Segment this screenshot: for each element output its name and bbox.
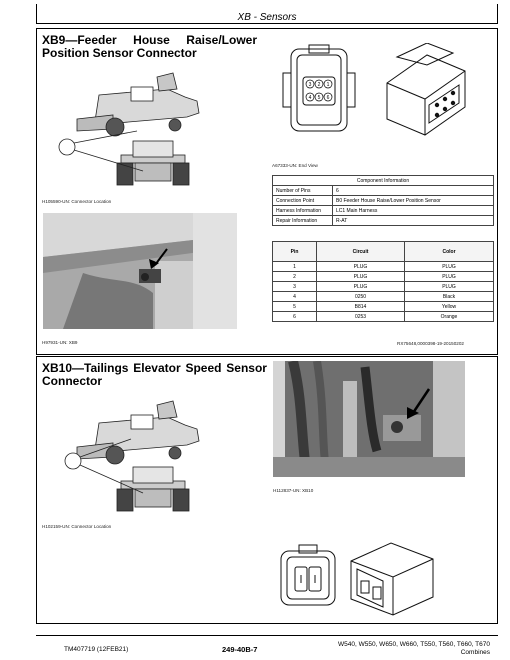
footer-model-list: W540, W550, W650, W660, T550, T560, T660, T670 bbox=[338, 641, 490, 648]
info-value: R-AT bbox=[333, 216, 494, 226]
circuit-cell: 0253 bbox=[317, 312, 405, 322]
xb10-section bbox=[36, 356, 498, 624]
xb9-endview-caption: A67333-UN: End View bbox=[272, 163, 318, 168]
xb9-title bbox=[42, 34, 257, 60]
xb9-connector-endview bbox=[279, 43, 359, 143]
color-cell: PLUG bbox=[405, 282, 494, 292]
xb9-title-line2: Position Sensor Connector bbox=[42, 46, 197, 60]
color-cell: PLUG bbox=[405, 262, 494, 272]
table-row bbox=[273, 292, 494, 302]
pin-cell: 1 bbox=[273, 262, 317, 272]
header-box bbox=[36, 4, 498, 24]
xb9-photo-caption: H97931-UN: XB9 bbox=[42, 340, 78, 345]
col-header-pin: Pin bbox=[273, 242, 317, 262]
endview-pin-label: 3 bbox=[308, 82, 312, 88]
xb9-connector-iso bbox=[367, 43, 477, 143]
pin-cell: 2 bbox=[273, 272, 317, 282]
footer-models bbox=[300, 641, 490, 657]
xb9-section bbox=[36, 28, 498, 355]
xb9-photo bbox=[43, 213, 237, 329]
color-cell: Yellow bbox=[405, 302, 494, 312]
table-row bbox=[273, 312, 494, 322]
endview-pin-label: 2 bbox=[317, 82, 321, 88]
endview-pin-label: 6 bbox=[326, 95, 330, 101]
xb10-title-line1: XB10—Tailings Elevator Speed Sensor bbox=[42, 361, 267, 375]
circuit-cell: PLUG bbox=[317, 272, 405, 282]
pin-cell: 6 bbox=[273, 312, 317, 322]
circuit-cell: B814 bbox=[317, 302, 405, 312]
xb10-connector-endview bbox=[275, 543, 341, 611]
xb9-location-caption: H105590-UN: Connector Location bbox=[42, 199, 112, 204]
endview-pin-label: 4 bbox=[308, 95, 312, 101]
component-info-header: Component Information bbox=[273, 176, 494, 186]
xb10-title bbox=[42, 362, 267, 388]
pin-cell: 4 bbox=[273, 292, 317, 302]
circuit-cell: 0250 bbox=[317, 292, 405, 302]
col-header-color: Color bbox=[405, 242, 494, 262]
endview-pin-label: 5 bbox=[317, 95, 321, 101]
table-row bbox=[273, 206, 494, 216]
table-row bbox=[273, 272, 494, 282]
pin-circuit-table bbox=[272, 241, 494, 322]
color-cell: PLUG bbox=[405, 272, 494, 282]
pin-cell: 5 bbox=[273, 302, 317, 312]
footer-doc-id: TM407719 (12FEB21) bbox=[64, 646, 129, 653]
table-row bbox=[273, 186, 494, 196]
circuit-cell: PLUG bbox=[317, 262, 405, 272]
component-info-table bbox=[272, 175, 494, 226]
info-label: Repair Information bbox=[273, 216, 333, 226]
footer-rule bbox=[36, 635, 498, 636]
table-row bbox=[273, 302, 494, 312]
info-value: 6 bbox=[333, 186, 494, 196]
endview-pin-label: 1 bbox=[326, 82, 330, 88]
xb10-photo-art bbox=[273, 361, 465, 477]
xb10-photo-caption: H112837-UN: XB10 bbox=[273, 488, 314, 493]
xb9-location-drawing bbox=[47, 67, 217, 195]
color-cell: Orange bbox=[405, 312, 494, 322]
xb9-title-line1: XB9—Feeder House Raise/Lower bbox=[42, 33, 257, 47]
info-value: LC1 Main Harness bbox=[333, 206, 494, 216]
info-label: Connection Point bbox=[273, 196, 333, 206]
table-row bbox=[273, 196, 494, 206]
info-label: Number of Pins bbox=[273, 186, 333, 196]
xb9-ref-code: RX75648,0000398-19-20150202 bbox=[397, 341, 464, 346]
xb10-photo bbox=[273, 361, 465, 477]
xb10-title-line2: Connector bbox=[42, 374, 102, 388]
table-row bbox=[273, 262, 494, 272]
footer-page-number: 249-40B-7 bbox=[222, 645, 258, 654]
footer-category: Combines bbox=[460, 649, 490, 656]
circuit-cell: PLUG bbox=[317, 282, 405, 292]
table-row bbox=[273, 216, 494, 226]
xb9-photo-art bbox=[43, 213, 237, 329]
xb10-location-caption: H102159-UN: Connector Location bbox=[42, 524, 112, 529]
table-row bbox=[273, 282, 494, 292]
color-cell: Black bbox=[405, 292, 494, 302]
pin-cell: 3 bbox=[273, 282, 317, 292]
xb10-location-drawing bbox=[47, 395, 217, 519]
xb10-connector-iso bbox=[343, 537, 439, 619]
col-header-circuit: Circuit bbox=[317, 242, 405, 262]
page-header-title: XB - Sensors bbox=[237, 12, 297, 23]
info-label: Harness Information bbox=[273, 206, 333, 216]
info-value: B0 Feeder House Raise/Lower Position Sensor bbox=[333, 196, 494, 206]
